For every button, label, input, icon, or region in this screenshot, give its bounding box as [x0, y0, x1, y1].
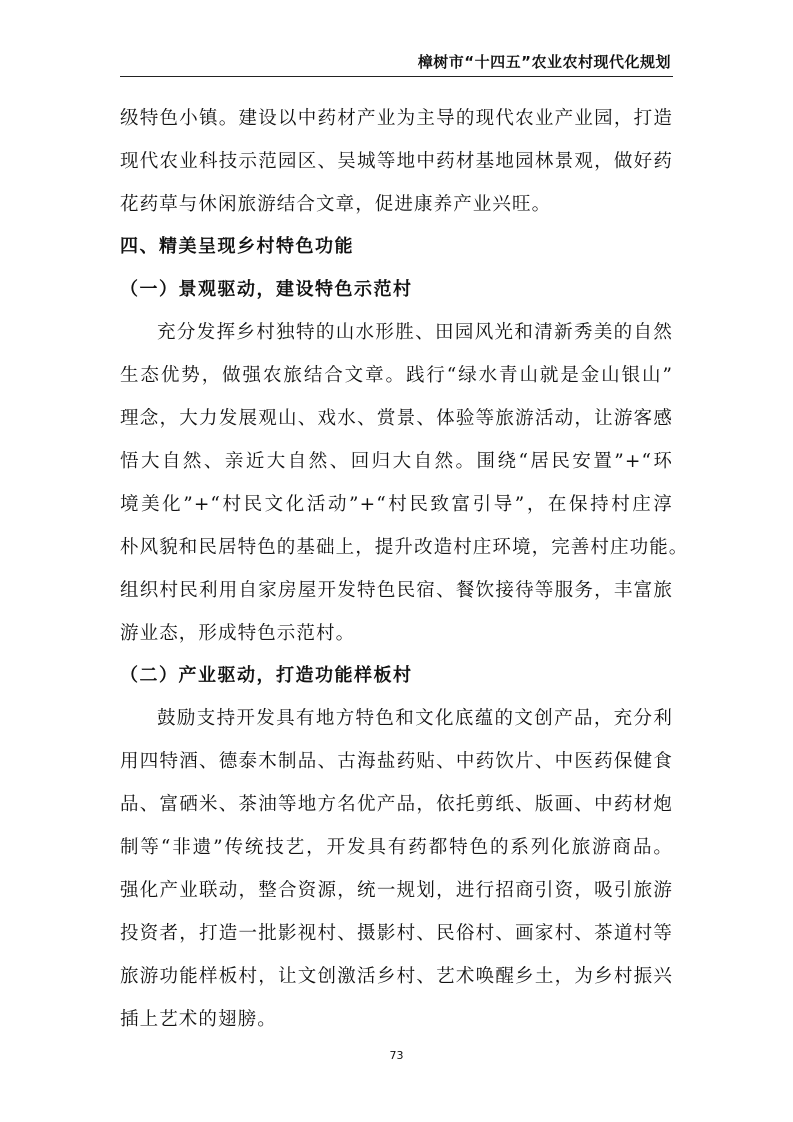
subsection-1-line-6: 朴风貌和民居特色的基础上，提升改造村庄环境，完善村庄功能。	[120, 537, 689, 558]
subsection-1-line-5: 境美化”+“村民文化活动”+“村民致富引导”，在保持村庄淳	[120, 494, 673, 515]
section-heading: 四、精美呈现乡村特色功能	[120, 236, 354, 257]
subsection-2-line-6: 投资者，打造一批影视村、摄影村、民俗村、画家村、茶道村等	[120, 923, 673, 944]
intro-line-3: 花药草与休闲旅游结合文章，促进康养产业兴旺。	[120, 194, 552, 215]
subsection-1-heading: （一）景观驱动，建设特色示范村	[120, 279, 413, 300]
subsection-2-line-4: 制等“非遗”传统技艺，开发具有药都特色的系列化旅游商品。	[120, 837, 673, 858]
subsection-1-line-4: 悟大自然、亲近大自然、回归大自然。围绕“居民安置”+“环	[120, 451, 673, 472]
running-header-title: 樟树市“十四五”农业农村现代化规划	[417, 53, 671, 71]
subsection-1-line-8: 游业态，形成特色示范村。	[120, 623, 356, 644]
subsection-2-line-1: 鼓励支持开发具有地方特色和文化底蕴的文创产品，充分利	[157, 708, 673, 729]
subsection-1-line-1: 充分发挥乡村独特的山水形胜、田园风光和清新秀美的自然	[157, 322, 673, 343]
intro-line-1: 级特色小镇。建设以中药材产业为主导的现代农业产业园，打造	[120, 108, 673, 129]
page-number: 73	[389, 1049, 404, 1062]
subsection-2-line-8: 插上艺术的翅膀。	[120, 1009, 277, 1030]
intro-line-2: 现代农业科技示范园区、吴城等地中药材基地园林景观，做好药	[120, 151, 673, 172]
subsection-2-line-2: 用四特酒、德泰木制品、古海盐药贴、中药饮片、中医药保健食	[120, 751, 673, 772]
subsection-1-line-7: 组织村民利用自家房屋开发特色民宿、餐饮接待等服务，丰富旅	[120, 580, 673, 601]
subsection-2-line-3: 品、富硒米、茶油等地方名优产品，依托剪纸、版画、中药材炮	[120, 794, 673, 815]
header-divider	[120, 76, 673, 77]
subsection-2-line-7: 旅游功能样板村，让文创激活乡村、艺术唤醒乡土，为乡村振兴	[120, 966, 673, 987]
subsection-2-line-5: 强化产业联动，整合资源，统一规划，进行招商引资，吸引旅游	[120, 880, 673, 901]
subsection-1-line-3: 理念，大力发展观山、戏水、赏景、体验等旅游活动，让游客感	[120, 408, 673, 429]
subsection-1-line-2: 生态优势，做强农旅结合文章。践行“绿水青山就是金山银山”	[120, 365, 673, 386]
subsection-2-heading: （二）产业驱动，打造功能样板村	[120, 665, 413, 686]
